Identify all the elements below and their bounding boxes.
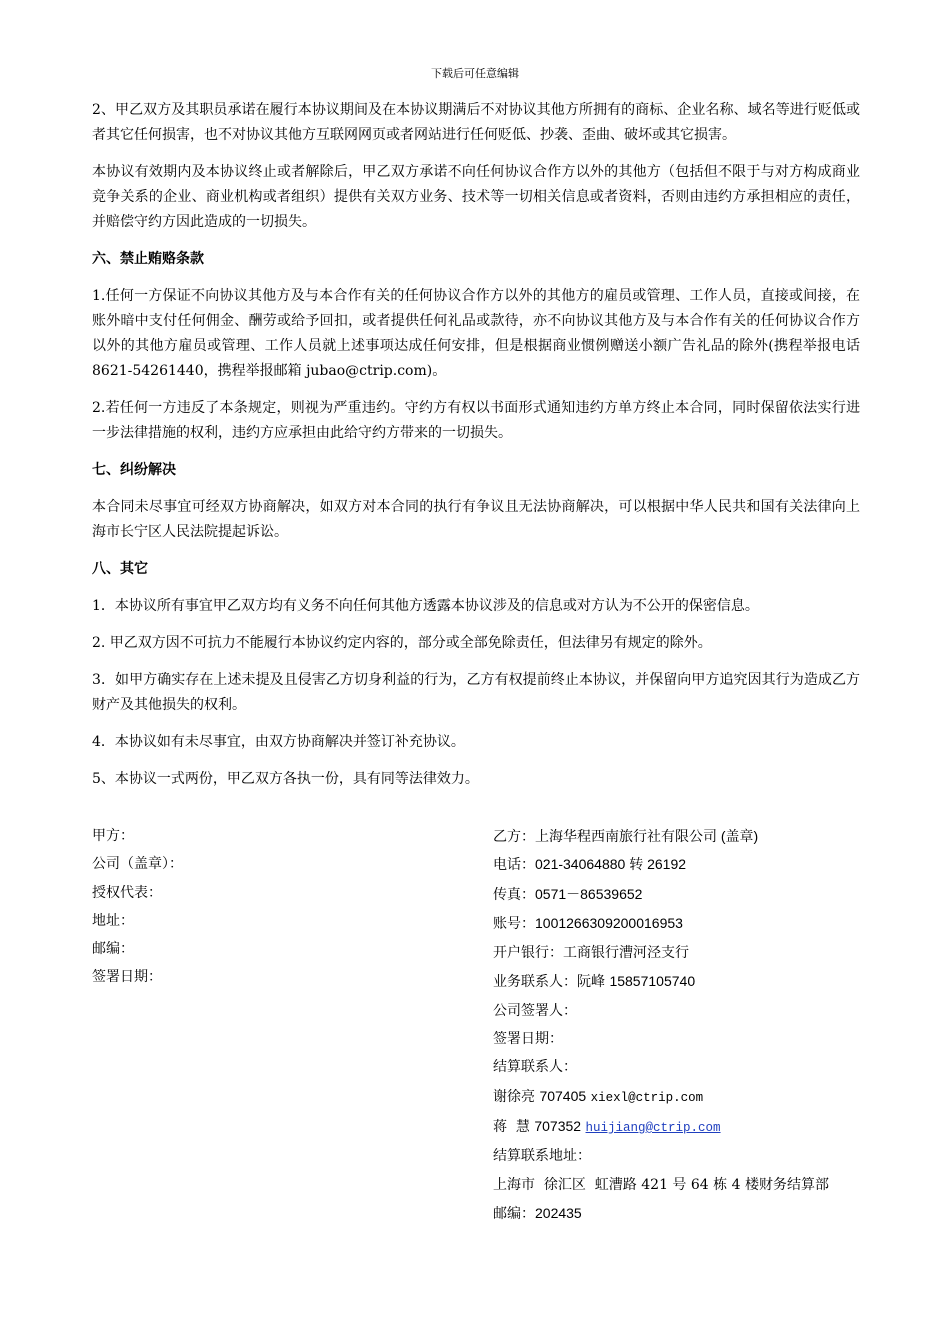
heading-section-6: 六、禁止贿赂条款 <box>92 251 204 267</box>
party-b-contact-phone: 15857105740 <box>609 973 696 990</box>
paragraph-8-3: 3．如甲方确实存在上述未提及且侵害乙方切身利益的行为，乙方有权提前终止本协议，并保留向甲方追究因其行为造成乙方财产及其他损失的权利。 <box>92 672 860 713</box>
settlement-contact-1-ext: 707405 <box>539 1087 587 1104</box>
settlement-contact-2-email-link[interactable]: huijiang@ctrip.com <box>585 1120 721 1135</box>
party-b-account: 1001266309200016953 <box>535 914 683 931</box>
paragraph-confidentiality: 本协议有效期内及本协议终止或者解除后，甲乙双方承诺不向任何协议合作方以外的其他方（包括但不限于与对方构成商业竞争关系的企业、商业机构或者组织）提供有关双方业务、技术等一切相关信息或者资料，否则由违约方承担相应的责任，并赔偿守约方因此造成的一切损失。 <box>92 164 860 230</box>
paragraph-7: 本合同未尽事宜可经双方协商解决，如双方对本合同的执行有争议且无法协商解决，可以根据中华人民共和国有关法律向上海市长宁区人民法院提起诉讼。 <box>92 499 860 540</box>
party-b-phone-label: 电话： <box>493 857 535 874</box>
party-b-fax: 0571－86539652 <box>535 885 643 902</box>
party-a-representative: 授权代表： <box>92 884 162 901</box>
party-b-phone: 021-34064880 转 26192 <box>535 856 687 873</box>
paragraph-6-2: 2.若任何一方违反了本条规定，则视为严重违约。守约方有权以书面形式通知违约方单方终止本合同，同时保留依法实行进一步法律措施的权利，违约方应承担由此给守约方带来的一切损失。 <box>92 400 860 441</box>
paragraph-8-4: 4．本协议如有未尽事宜，由双方协商解决并签订补充协议。 <box>92 734 465 750</box>
party-b-signer: 公司签署人： <box>493 1002 577 1019</box>
paragraph-8-2: 2. 甲乙双方因不可抗力不能履行本协议约定内容的，部分或全部免除责任，但法律另有规定的除外。 <box>92 635 712 651</box>
header-note: 下载后可任意编辑 <box>431 67 519 80</box>
paragraph-6-1: 1.任何一方保证不向协议其他方及与本合作有关的任何协议合作方以外的其他方的雇员或管理、工作人员，直接或间接，在账外暗中支付任何佣金、酬劳或给予回扣，或者提供任何礼品或款待，亦不向协议其他方及与本合作有关的任何协议合作方以外的其他方雇员或管理、工作人员就上述事项达成任何安排，但是根据商业惯例赠送小额广告礼品的除外(携程举报电话 8621-54261440，携程举报邮箱 jubao@ctrip.com)。 <box>92 288 860 379</box>
party-b-label: 乙方：上海华程西南旅行社有限公司 (盖章) <box>493 828 759 844</box>
party-b-postcode: 202435 <box>535 1204 582 1221</box>
party-b-settlement-contact: 结算联系人： <box>493 1059 577 1076</box>
party-b-contact-label: 业务联系人： <box>493 974 577 991</box>
settlement-contact-2-ext: 707352 <box>534 1117 582 1134</box>
party-b-sign-date: 签署日期： <box>493 1031 563 1048</box>
party-b-postcode-label: 邮编： <box>493 1205 535 1222</box>
party-b-account-label: 账号： <box>493 915 535 932</box>
party-a-label: 甲方： <box>92 828 134 844</box>
party-b-bank-line <box>493 938 873 967</box>
party-a-company: 公司（盖章）： <box>92 856 183 873</box>
paragraph-8-1: 1．本协议所有事宜甲乙双方均有义务不向任何其他方透露本协议涉及的信息或对方认为不公开的保密信息。 <box>92 598 759 614</box>
party-b-phone-line <box>493 850 873 879</box>
document-body <box>92 98 860 804</box>
settlement-contact-2 <box>493 1112 873 1142</box>
settlement-address-label: 结算联系地址： <box>493 1148 591 1165</box>
settlement-contact-1 <box>493 1082 873 1112</box>
party-b-bank: 工商银行漕河泾支行 <box>563 944 689 961</box>
party-a-sign-date: 签署日期： <box>92 969 162 986</box>
settlement-contact-1-name: 谢徐亮 <box>493 1088 535 1105</box>
paragraph-2: 2、甲乙双方及其职员承诺在履行本协议期间及在本协议期满后不对协议其他方所拥有的商标、企业名称、域名等进行贬低或者其它任何损害，也不对协议其他方互联网网页或者网站进行任何贬低、抄袭、歪曲、破坏或其它损害。 <box>92 102 860 143</box>
settlement-contact-2-name: 蒋 慧 <box>493 1118 530 1135</box>
party-b-postcode-line <box>493 1199 873 1228</box>
party-b-fax-label: 传真： <box>493 886 535 903</box>
paragraph-8-5: 5、本协议一式两份，甲乙双方各执一份，具有同等法律效力。 <box>92 771 479 787</box>
party-a-postcode: 邮编： <box>92 941 134 958</box>
party-b-account-line <box>493 909 873 938</box>
party-a-address: 地址： <box>92 912 134 929</box>
heading-section-8: 八、其它 <box>92 561 148 577</box>
party-a-block <box>92 822 472 992</box>
party-b-bank-label: 开户银行： <box>493 945 563 962</box>
party-b-contact-name: 阮峰 <box>577 973 605 990</box>
settlement-contact-1-email: xiexl@ctrip.com <box>590 1090 704 1105</box>
settlement-address: 上海市 徐汇区 虹漕路 421 号 64 栋 4 楼财务结算部 <box>493 1176 829 1193</box>
heading-section-7: 七、纠纷解决 <box>92 462 176 478</box>
party-b-contact-line <box>493 967 873 996</box>
party-b-block <box>493 822 873 1228</box>
party-b-fax-line <box>493 880 873 909</box>
